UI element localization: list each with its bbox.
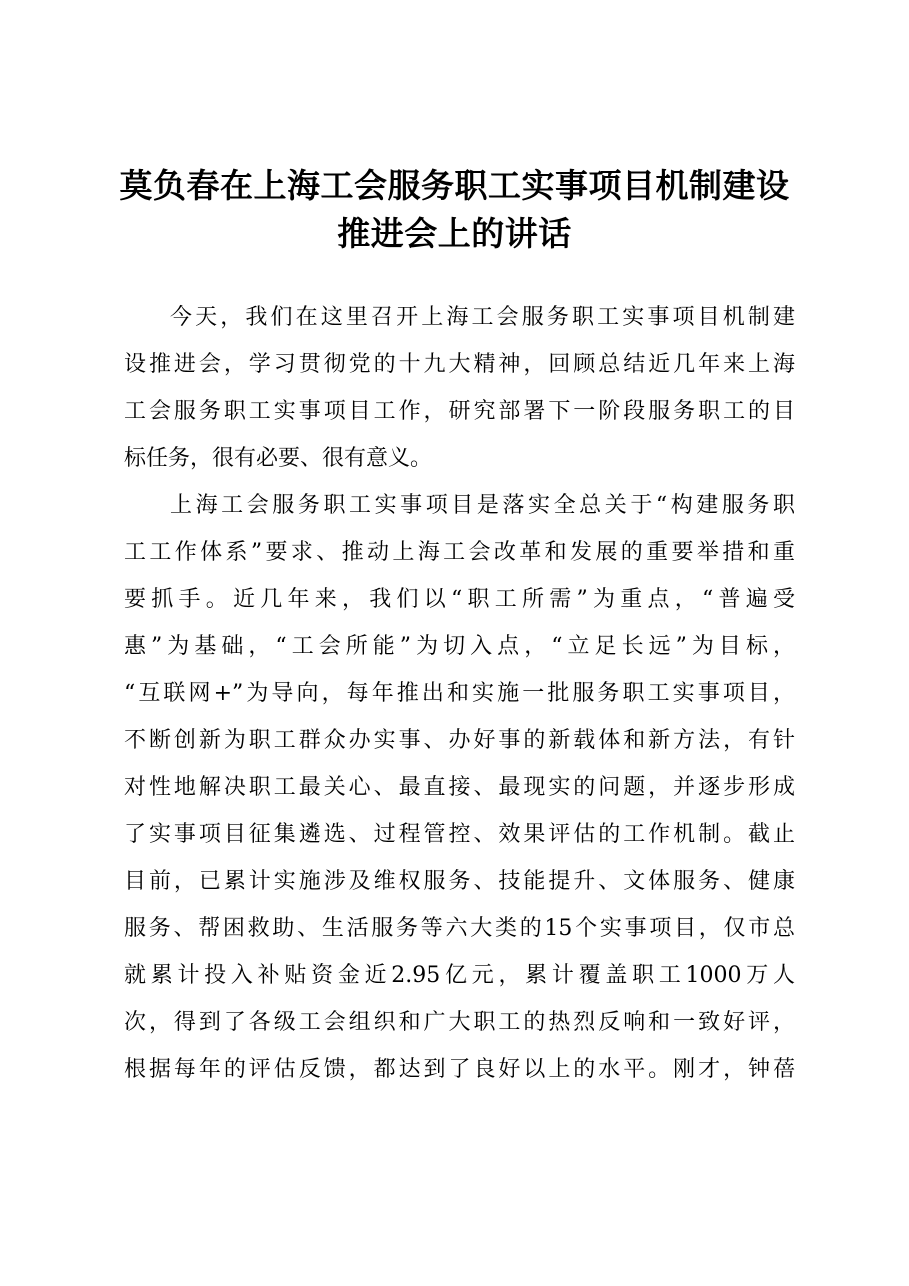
- paragraph-2-line-10: 服务、帮困救助、生活服务等六大类的15个实事项目，仅市总: [124, 916, 795, 941]
- paragraph-1-line-1: 今天，我们在这里召开上海工会服务职工实事项目机制建: [170, 305, 795, 330]
- paragraph-2-line-8: 了实事项目征集遴选、过程管控、效果评估的工作机制。截止: [124, 822, 795, 847]
- paragraph-2-line-1: 上海工会服务职工实事项目是落实全总关于“构建服务职: [170, 493, 795, 518]
- paragraph-2-line-12: 次，得到了各级工会组织和广大职工的热烈反响和一致好评，: [124, 1010, 795, 1035]
- paragraph-1-line-2: 设推进会，学习贯彻党的十九大精神，回顾总结近几年来上海: [124, 352, 795, 377]
- paragraph-2-line-11: 就累计投入补贴资金近2.95亿元，累计覆盖职工1000万人: [124, 963, 795, 988]
- paragraph-2-line-6: 不断创新为职工群众办实事、办好事的新载体和新方法，有针: [124, 728, 795, 753]
- paragraph-1-line-4: 标任务，很有必要、很有意义。: [124, 446, 433, 471]
- paragraph-2-line-3: 要抓手。近几年来，我们以“职工所需”为重点，“普遍受: [124, 587, 795, 612]
- paragraph-2-line-4: 惠”为基础，“工会所能”为切入点，“立足长远”为目标，: [124, 634, 795, 659]
- paragraph-1-line-3: 工会服务职工实事项目工作，研究部署下一阶段服务职工的目: [124, 399, 795, 424]
- paragraph-2-line-9: 目前，已累计实施涉及维权服务、技能提升、文体服务、健康: [124, 869, 795, 894]
- document-title-line-2: 推进会上的讲话: [337, 214, 572, 253]
- paragraph-2-line-5: “互联网+”为导向，每年推出和实施一批服务职工实事项目，: [124, 681, 795, 706]
- paragraph-2-line-2: 工工作体系”要求、推动上海工会改革和发展的重要举措和重: [124, 540, 795, 565]
- paragraph-2-line-13: 根据每年的评估反馈，都达到了良好以上的水平。刚才，钟蓓: [124, 1057, 795, 1082]
- document-title-line-1: 莫负春在上海工会服务职工实事项目机制建设: [119, 166, 790, 205]
- paragraph-2-line-7: 对性地解决职工最关心、最直接、最现实的问题，并逐步形成: [124, 775, 795, 800]
